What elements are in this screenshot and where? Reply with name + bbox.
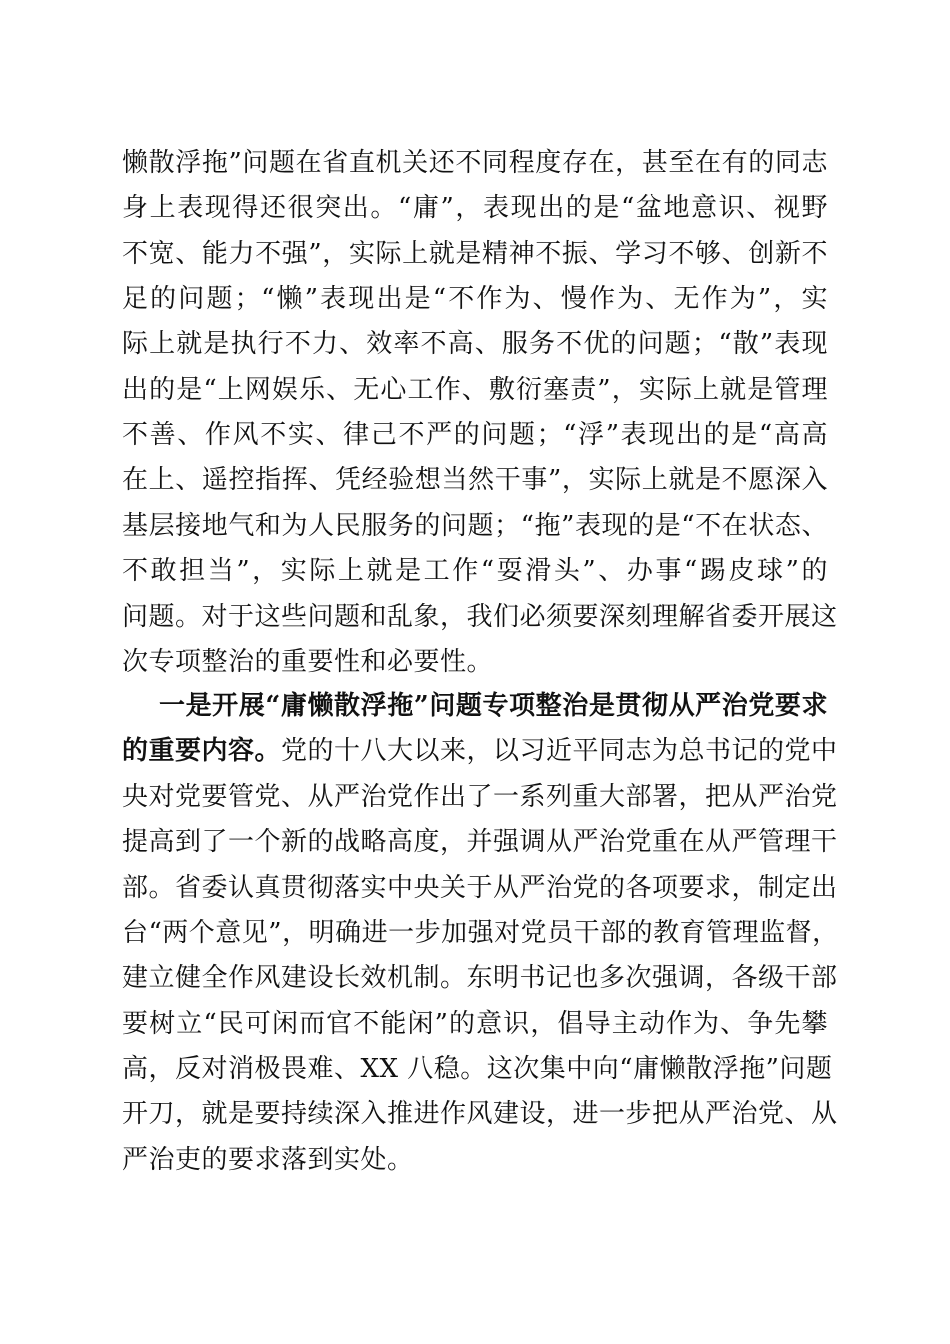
text-line: 要树立“民可闲而官不能闲”的意识，倡导主动作为、争先攀 bbox=[122, 1009, 828, 1039]
text-line: 问题。对于这些问题和乱象，我们必须要深刻理解省委开展这 bbox=[122, 602, 838, 632]
text-line: 次专项整治的重要性和必要性。 bbox=[122, 647, 494, 677]
text-line: 不善、作风不实、律己不严的问题；“浮”表现出的是“高高 bbox=[122, 420, 828, 450]
text-line: 严治吏的要求落到实处。 bbox=[122, 1145, 414, 1175]
text-line: 央对党要管党、从严治党作出了一系列重大部署，把从严治党 bbox=[122, 782, 838, 812]
text-line: 开刀，就是要持续深入推进作风建设，进一步把从严治党、从 bbox=[122, 1099, 838, 1129]
text-line: 建立健全作风建设长效机制。东明书记也多次强调，各级干部 bbox=[122, 963, 838, 993]
text-line: 提高到了一个新的战略高度，并强调从严治党重在从严管理干 bbox=[122, 827, 838, 857]
text-line: 足的问题；“懒”表现出是“不作为、慢作为、无作为”，实 bbox=[122, 284, 828, 314]
text-line: 际上就是执行不力、效率不高、服务不优的问题；“散”表现 bbox=[122, 329, 828, 359]
text-line-continuation: 党的十八大以来，以习近平同志为总书记的党中 bbox=[281, 736, 838, 766]
text-line: 部。省委认真贯彻落实中央关于从严治党的各项要求，制定出 bbox=[122, 873, 838, 903]
text-line: 不宽、能力不强”，实际上就是精神不振、学习不够、创新不 bbox=[122, 239, 828, 269]
text-line: 基层接地气和为人民服务的问题；“拖”表现的是“不在状态、 bbox=[122, 511, 828, 541]
text-line: 在上、遥控指挥、凭经验想当然干事”，实际上就是不愿深入 bbox=[122, 465, 828, 495]
text-line: 懒散浮拖”问题在省直机关还不同程度存在，甚至在有的同志 bbox=[122, 148, 828, 178]
text-line: 台“两个意见”，明确进一步加强对党员干部的教育管理监督， bbox=[122, 918, 839, 948]
text-line bbox=[122, 731, 838, 771]
text-line: 不敢担当”，实际上就是工作“耍滑头”、办事“踢皮球”的 bbox=[122, 556, 828, 586]
section-heading-line: 的重要内容。 bbox=[122, 736, 282, 766]
text-line: 高，反对消极畏难、XX 八稳。这次集中向“庸懒散浮拖”问题 bbox=[122, 1054, 833, 1084]
text-line: 身上表现得还很突出。“庸”，表现出的是“盆地意识、视野 bbox=[122, 193, 828, 223]
text-line: 出的是“上网娱乐、无心工作、敷衍塞责”，实际上就是管理 bbox=[122, 375, 828, 405]
section-heading-line: 一是开展“庸懒散浮拖”问题专项整治是贯彻从严治党要求 bbox=[159, 691, 828, 721]
